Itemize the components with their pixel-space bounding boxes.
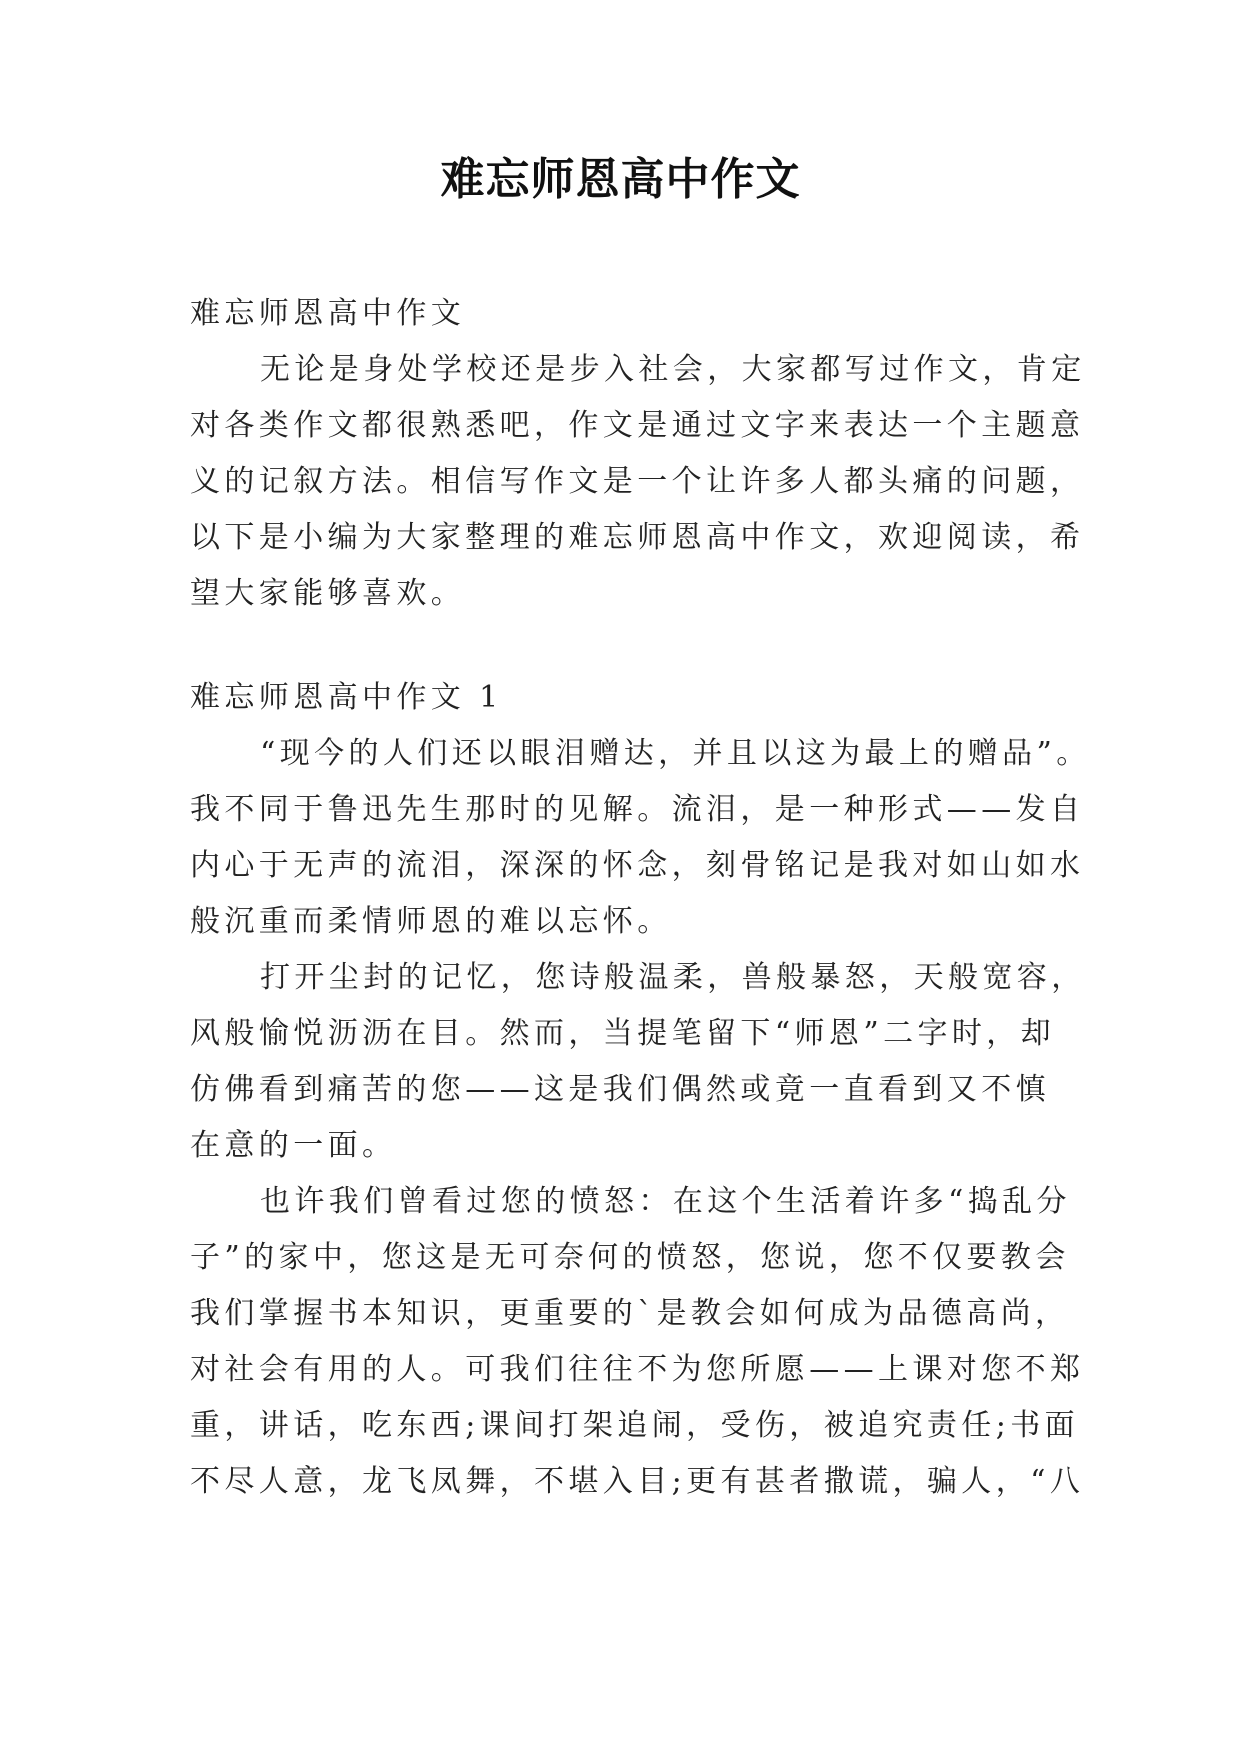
essay1-heading: 难忘师恩高中作文 1 (190, 680, 503, 715)
paragraph-line: 望大家能够喜欢。 (190, 576, 466, 611)
paragraph-line: 内心于无声的流泪，深深的怀念，刻骨铭记是我对如山如水 (190, 848, 1085, 883)
intro-paragraph (190, 342, 1086, 622)
paragraph-line: “现今的人们还以眼泪赠达，并且以这为最上的赠品”。 (260, 736, 1091, 771)
section-spacer (190, 622, 1068, 670)
document-body (190, 286, 1091, 1510)
intro-heading: 难忘师恩高中作文 (190, 296, 466, 331)
essay1-paragraph-3 (190, 1174, 1085, 1510)
paragraph-line: 重，讲话，吃东西;课间打架追闹，受伤，被追究责任;书面 (190, 1408, 1080, 1443)
paragraph-line: 我们掌握书本知识，更重要的`是教会如何成为品德高尚， (190, 1296, 1070, 1331)
paragraph-line: 子”的家中，您这是无可奈何的愤怒，您说，您不仅要教会 (190, 1240, 1070, 1275)
paragraph-line: 以下是小编为大家整理的难忘师恩高中作文，欢迎阅读，希 (190, 520, 1085, 555)
paragraph-line: 仿佛看到痛苦的您——这是我们偶然或竟一直看到又不慎 (190, 1072, 1050, 1107)
paragraph-line: 风般愉悦沥沥在目。然而，当提笔留下“师恩”二字时，却 (190, 1016, 1056, 1051)
paragraph-line: 义的记叙方法。相信写作文是一个让许多人都头痛的问题， (190, 464, 1085, 499)
paragraph-line: 我不同于鲁迅先生那时的见解。流泪，是一种形式——发自 (190, 792, 1085, 827)
paragraph-line: 对社会有用的人。可我们往往不为您所愿——上课对您不郑 (190, 1352, 1085, 1387)
essay1-paragraph-1 (190, 726, 1091, 950)
paragraph-line: 对各类作文都很熟悉吧，作文是通过文字来表达一个主题意 (190, 408, 1085, 443)
paragraph-line: 打开尘封的记忆，您诗般温柔，兽般暴怒，天般宽容， (260, 960, 1086, 995)
paragraph-line: 在意的一面。 (190, 1128, 397, 1163)
paragraph-line: 也许我们曾看过您的愤怒：在这个生活着许多“捣乱分 (260, 1184, 1071, 1219)
paragraph-line: 不尽人意，龙飞凤舞，不堪入目;更有甚者撒谎，骗人，“八 (190, 1464, 1085, 1499)
paragraph-line: 般沉重而柔情师恩的难以忘怀。 (190, 904, 672, 939)
paragraph-line: 无论是身处学校还是步入社会，大家都写过作文，肯定 (260, 352, 1086, 387)
document-title: 难忘师恩高中作文 (440, 154, 801, 205)
essay1-paragraph-2 (190, 950, 1086, 1174)
